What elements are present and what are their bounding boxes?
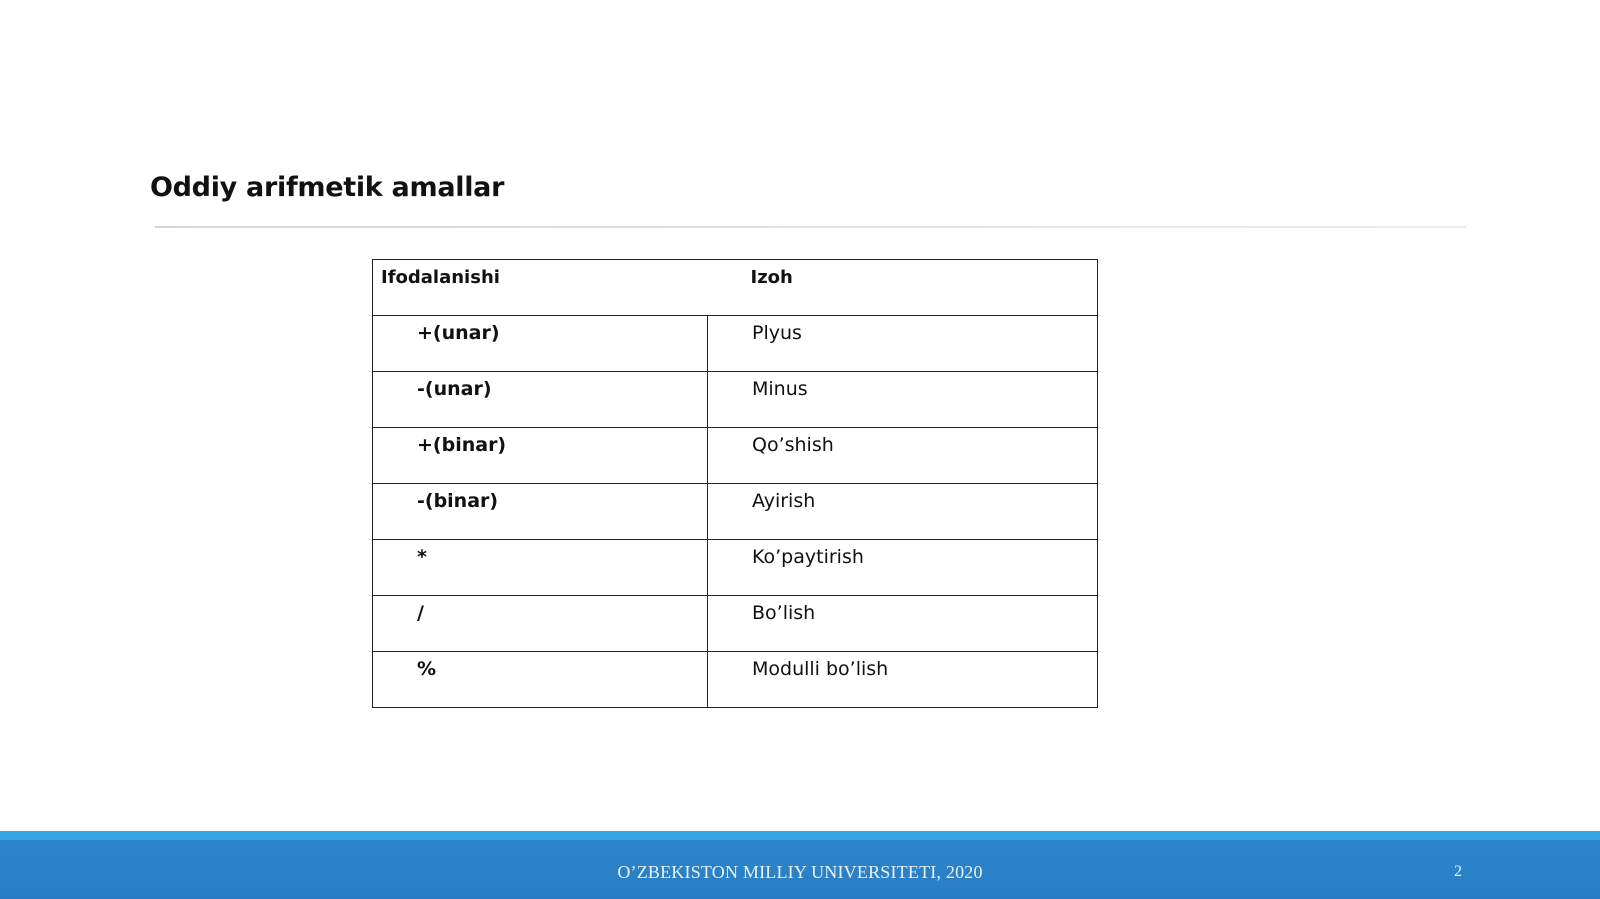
table-row (373, 652, 1098, 708)
description-label: Bo’lish (752, 602, 816, 624)
description-cell (708, 372, 1098, 428)
description-cell (708, 540, 1098, 596)
page-number: 2 (1454, 863, 1462, 880)
table-row (373, 428, 1098, 484)
description-label: Ko’paytirish (752, 546, 864, 568)
header-label-expression: Ifodalanishi (381, 267, 500, 288)
description-label: Ayirish (752, 490, 816, 512)
description-cell (708, 652, 1098, 708)
operator-cell (373, 316, 708, 372)
header-label-description: Izoh (750, 267, 793, 288)
table-header-row (373, 260, 1098, 316)
table-row (373, 484, 1098, 540)
operator-label: -(binar) (417, 490, 499, 512)
footer-bar (0, 840, 1600, 899)
title-divider (155, 226, 1466, 228)
operator-cell (373, 428, 708, 484)
operators-table (372, 259, 1098, 708)
operator-label: +(binar) (417, 434, 507, 456)
description-cell (708, 316, 1098, 372)
operator-cell (373, 596, 708, 652)
operator-cell (373, 372, 708, 428)
operator-cell (373, 540, 708, 596)
description-cell (708, 484, 1098, 540)
operator-label: % (417, 658, 437, 680)
header-cell-expression (373, 260, 708, 316)
description-cell (708, 428, 1098, 484)
header-cell-description (708, 260, 1098, 316)
table-row (373, 540, 1098, 596)
description-label: Plyus (752, 322, 802, 344)
operator-cell (373, 652, 708, 708)
table-row (373, 316, 1098, 372)
operator-label: +(unar) (417, 322, 500, 344)
description-cell (708, 596, 1098, 652)
operator-label: / (417, 602, 424, 624)
table-row (373, 596, 1098, 652)
operator-label: * (417, 546, 427, 568)
footer-text: O’ZBEKISTON MILLIY UNIVERSITETI, 2020 (617, 862, 983, 882)
description-label: Modulli bo’lish (752, 658, 889, 680)
footer-accent-bar (0, 831, 1600, 840)
operator-cell (373, 484, 708, 540)
operator-label: -(unar) (417, 378, 492, 400)
table-row (373, 372, 1098, 428)
slide-title: Oddiy arifmetik amallar (150, 172, 505, 203)
description-label: Minus (752, 378, 808, 400)
description-label: Qo’shish (752, 434, 834, 456)
